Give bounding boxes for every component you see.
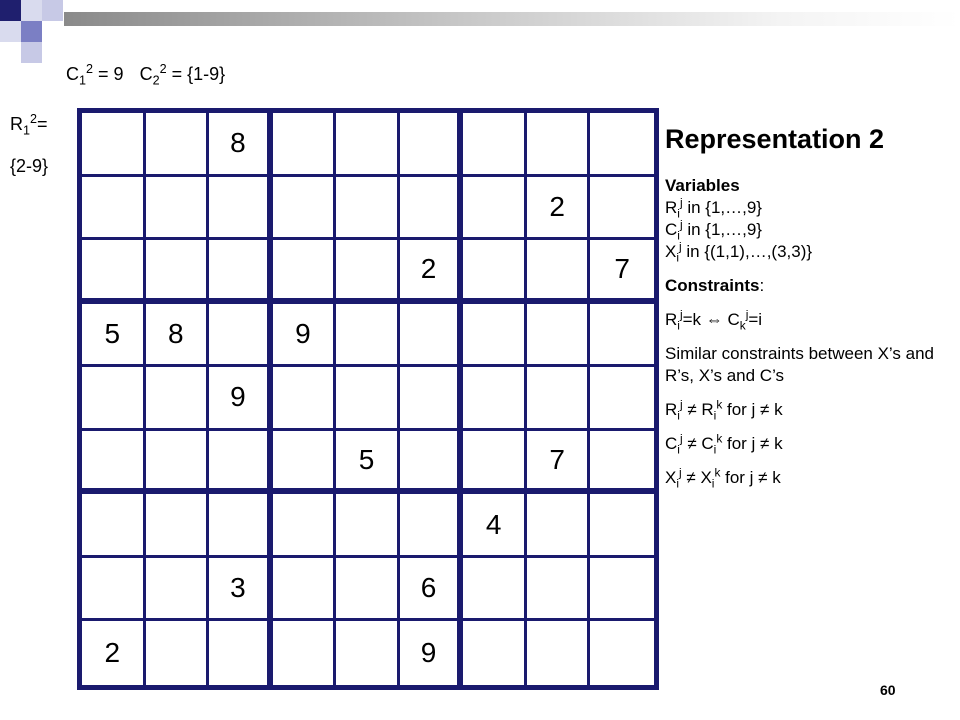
grid-cell	[400, 494, 464, 558]
grid-cell	[82, 367, 146, 431]
grid-cell	[146, 113, 210, 177]
row-domain-label: {2-9}	[10, 156, 49, 176]
sudoku-grid	[77, 108, 659, 690]
grid-cell	[82, 113, 146, 177]
grid-cell: 6	[400, 558, 464, 622]
representation-panel	[665, 124, 955, 489]
grid-cell	[527, 304, 591, 368]
grid-cell	[590, 558, 654, 622]
constraint-x-alldiff: $X_i^j \ne X_i^k$ for j ≠ k	[665, 465, 781, 491]
grid-cell	[527, 494, 591, 558]
grid-cell	[146, 621, 210, 685]
variable-x: $X_i^j$ in {(1,1),…,(3,3)}	[665, 239, 813, 265]
panel-title: Representation 2	[665, 124, 885, 154]
grid-cell	[463, 240, 527, 304]
grid-cell	[273, 177, 337, 241]
grid-cell	[590, 621, 654, 685]
grid-cell	[82, 431, 146, 495]
grid-cell	[273, 367, 337, 431]
grid-cell	[463, 304, 527, 368]
grid-cell	[463, 113, 527, 177]
grid-cell	[527, 113, 591, 177]
grid-cell	[273, 240, 337, 304]
grid-cell: 9	[209, 367, 273, 431]
grid-cell	[336, 558, 400, 622]
grid-cell: 7	[590, 240, 654, 304]
grid-cell	[209, 621, 273, 685]
grid-cell: 9	[273, 304, 337, 368]
grid-cell	[146, 367, 210, 431]
grid-cell: 5	[82, 304, 146, 368]
grid-cell	[590, 367, 654, 431]
grid-cell	[82, 494, 146, 558]
grid-cell	[590, 304, 654, 368]
decor-square	[21, 42, 42, 63]
grid-cell	[82, 177, 146, 241]
constraint-channel: $R_i^j=k$ ⇔ $C_k^j=i$	[665, 307, 763, 333]
grid-cell	[82, 240, 146, 304]
grid-cell	[336, 304, 400, 368]
decor-square	[0, 0, 21, 21]
grid-cell	[146, 494, 210, 558]
constraints-heading: Constraints:	[665, 276, 765, 295]
grid-cell: 7	[527, 431, 591, 495]
grid-cell	[400, 431, 464, 495]
grid-cell	[209, 240, 273, 304]
variables-heading: Variables	[665, 176, 740, 195]
grid-cell	[590, 177, 654, 241]
grid-cell	[527, 558, 591, 622]
grid-cell	[336, 621, 400, 685]
grid-cell	[209, 431, 273, 495]
title-bar-gradient	[64, 12, 960, 26]
grid-cell: 2	[82, 621, 146, 685]
column-domain-label: $C_1^2 = 9$ $C_2^2 = \{1-9\}$	[66, 62, 226, 88]
grid-cell	[590, 494, 654, 558]
constraint-c-alldiff: $C_i^j \ne C_i^k$ for j ≠ k	[665, 431, 783, 457]
grid-cell	[209, 304, 273, 368]
grid-cell: 5	[336, 431, 400, 495]
grid-cell	[273, 431, 337, 495]
grid-cell	[400, 177, 464, 241]
grid-cell: 9	[400, 621, 464, 685]
grid-cell	[273, 113, 337, 177]
grid-cell: 4	[463, 494, 527, 558]
variable-r: $R_i^j$ in {1,…,9}	[665, 195, 762, 221]
grid-cell	[527, 240, 591, 304]
grid-cell	[400, 113, 464, 177]
grid-cell	[336, 494, 400, 558]
grid-cell	[527, 621, 591, 685]
grid-cell	[590, 431, 654, 495]
decor-square	[21, 21, 42, 42]
grid-cell	[273, 621, 337, 685]
grid-cell	[336, 240, 400, 304]
grid-cell	[209, 177, 273, 241]
constraint-similar: Similar constraints between X’s and R’s, X’s and C’s	[665, 344, 934, 385]
grid-cell	[146, 240, 210, 304]
grid-cell: 3	[209, 558, 273, 622]
grid-cell	[82, 558, 146, 622]
grid-cell	[336, 177, 400, 241]
grid-cell	[273, 494, 337, 558]
grid-cell	[590, 113, 654, 177]
decor-square	[0, 21, 21, 42]
grid-cell	[400, 367, 464, 431]
grid-cell	[146, 177, 210, 241]
grid-cell	[527, 367, 591, 431]
grid-cell	[463, 367, 527, 431]
grid-cell	[209, 494, 273, 558]
decor-square	[42, 0, 63, 21]
grid-cell	[336, 367, 400, 431]
row-variable-label: $R_1^2=$	[10, 112, 48, 138]
grid-cell	[273, 558, 337, 622]
variable-c: $C_i^j$ in {1,…,9}	[665, 217, 762, 243]
grid-cell: 8	[146, 304, 210, 368]
grid-cell: 2	[527, 177, 591, 241]
grid-cell	[336, 113, 400, 177]
grid-cell	[463, 558, 527, 622]
grid-cell	[146, 558, 210, 622]
grid-cell	[146, 431, 210, 495]
grid-cell	[463, 177, 527, 241]
grid-cell	[463, 431, 527, 495]
grid-cell: 8	[209, 113, 273, 177]
page-number: 60	[880, 682, 896, 698]
grid-cell	[400, 304, 464, 368]
constraint-r-alldiff: $R_i^j \ne R_i^k$ for j ≠ k	[665, 397, 783, 423]
grid-cell: 2	[400, 240, 464, 304]
decor-square	[21, 0, 42, 21]
grid-cell	[463, 621, 527, 685]
